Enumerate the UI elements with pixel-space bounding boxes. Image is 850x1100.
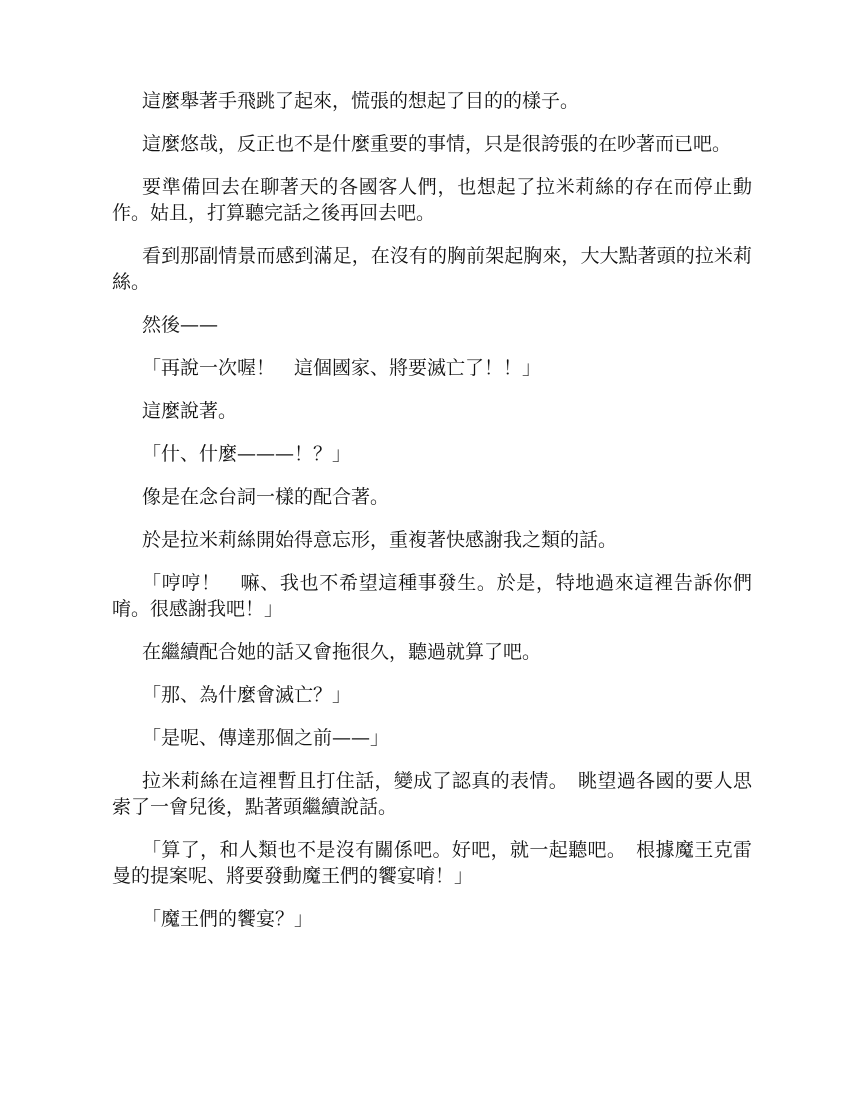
paragraph-13: 「那、為什麼會滅亡？」 xyxy=(142,684,352,706)
paragraph-16: 「算了，和人類也不是沒有關係吧。好吧，就一起聽吧。 根據魔王克雷曼的提案呢、將要發動魔王們的饗宴唷！」 xyxy=(112,839,752,887)
paragraph-8: 「什、什麼———！？」 xyxy=(142,443,352,465)
paragraph-15: 拉米莉絲在這裡暫且打住話，變成了認真的表情。 眺望過各國的要人思索了一會兒後，點著頭繼續說話。 xyxy=(112,770,752,818)
paragraph-10: 於是拉米莉絲開始得意忘形，重複著快感謝我之類的話。 xyxy=(142,529,618,551)
paragraph-7: 這麼說著。 xyxy=(142,400,238,422)
paragraph-1: 這麼舉著手飛跳了起來，慌張的想起了目的的樣子。 xyxy=(142,90,580,112)
paragraph-4: 看到那副情景而感到滿足，在沒有的胸前架起胸來，大大點著頭的拉米莉絲。 xyxy=(112,245,752,293)
paragraph-9: 像是在念台詞一樣的配合著。 xyxy=(142,486,390,508)
paragraph-3: 要準備回去在聊著天的各國客人們，也想起了拉米莉絲的存在而停止動作。姑且，打算聽完話之後再回去吧。 xyxy=(112,176,752,224)
paragraph-14: 「是呢、傳達那個之前——」 xyxy=(142,727,390,749)
document-body xyxy=(112,88,752,949)
paragraph-5: 然後—— xyxy=(142,314,219,336)
paragraph-12: 在繼續配合她的話又會拖很久，聽過就算了吧。 xyxy=(142,641,542,663)
paragraph-11: 「哼哼！ 嘛、我也不希望這種事發生。於是，特地過來這裡告訴你們唷。很感謝我吧！」 xyxy=(112,572,752,620)
paragraph-6: 「再說一次喔！ 這個國家、將要滅亡了！！」 xyxy=(142,357,542,379)
paragraph-17: 「魔王們的饗宴？」 xyxy=(142,908,314,930)
paragraph-2: 這麼悠哉，反正也不是什麼重要的事情，只是很誇張的在吵著而已吧。 xyxy=(142,133,732,155)
